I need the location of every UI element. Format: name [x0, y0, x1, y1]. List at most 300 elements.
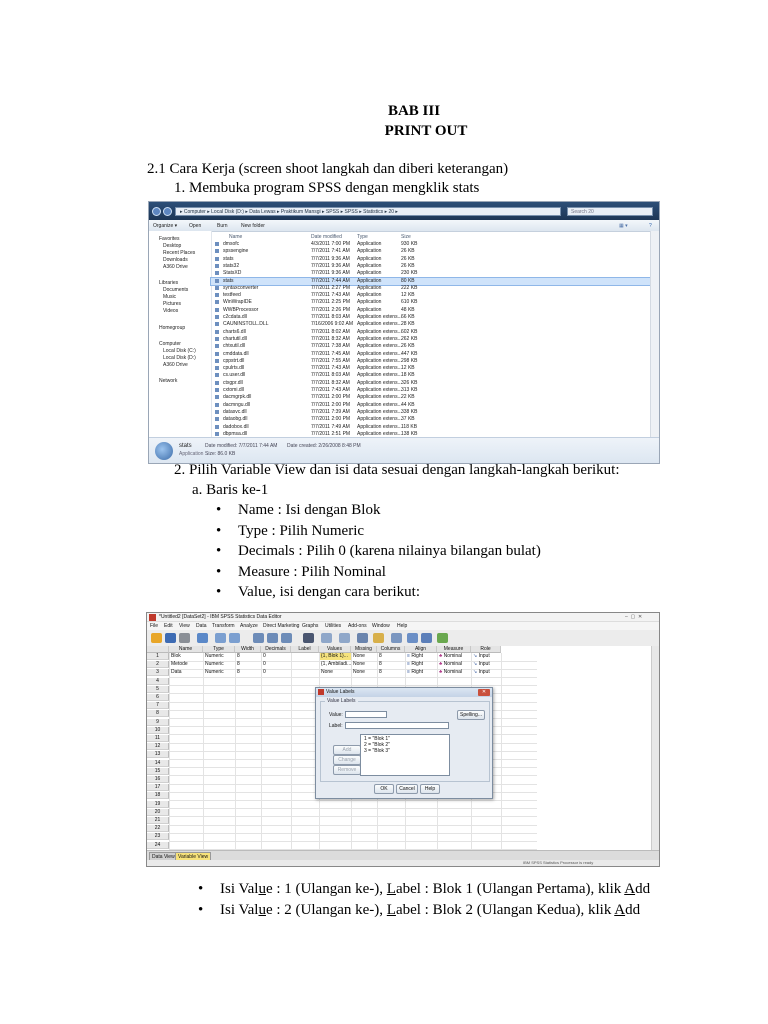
file-icon [215, 403, 219, 407]
label-input[interactable] [345, 722, 449, 729]
file-type: Application extens... [357, 408, 402, 415]
row-number[interactable]: 21 [147, 817, 169, 824]
file-name: testfeed [223, 292, 241, 299]
select-cases-icon[interactable] [391, 633, 402, 643]
scrollbar[interactable] [650, 231, 660, 437]
views-icon[interactable]: ▦ ▾ [619, 223, 628, 229]
bullet-value-2 [220, 902, 640, 919]
file-date: 7/7/2011 9:36 AM [311, 255, 350, 262]
file-name: chtxutil.dll [223, 343, 245, 350]
menu-file[interactable]: File [150, 623, 159, 629]
row-number[interactable]: 23 [147, 833, 169, 840]
file-date: 7/7/2011 7:43 AM [311, 387, 350, 393]
file-icon [215, 337, 219, 341]
file-row[interactable] [211, 248, 651, 255]
menu-graphs[interactable]: Graphs [302, 623, 319, 629]
file-date: 7/7/2011 7:49 AM [311, 423, 350, 430]
spss-screenshot [146, 612, 660, 867]
file-type: Application extens... [357, 416, 402, 423]
file-type: Application extens... [357, 372, 402, 379]
grid-scrollbar[interactable] [651, 646, 660, 850]
file-size: 326 KB [401, 379, 418, 386]
align-right-icon: ≡ [407, 669, 412, 676]
spss-toolbar [147, 630, 659, 647]
nav-computer[interactable]: Computer [159, 341, 181, 347]
file-date: 7/7/2011 9:36 AM [311, 262, 350, 269]
new-folder-button[interactable]: New folder [241, 223, 265, 229]
text-part: abel : Blok 1 (Ulangan Pertama), klik [395, 881, 625, 897]
cell-value: Input [478, 661, 490, 668]
section-heading: 2.1 Cara Kerja (screen shoot langkah dan diberi keterangan) [147, 161, 509, 177]
insert-cases-icon[interactable] [321, 633, 332, 643]
grid-cell[interactable] [169, 653, 203, 660]
menu-add-ons[interactable]: Add-ons [348, 623, 367, 629]
cell-value: 8 [237, 653, 240, 659]
grid-cell[interactable] [169, 661, 203, 668]
menu-data[interactable]: Data [196, 623, 207, 629]
nav-homegroup[interactable]: Homegroup [159, 325, 186, 331]
help-icon[interactable]: ? [649, 223, 652, 229]
cell-value: Numeric [205, 661, 224, 668]
file-row[interactable] [211, 336, 651, 343]
row-number[interactable]: 18 [147, 792, 169, 799]
burn-button[interactable]: Burn [217, 223, 228, 229]
grid-cell[interactable] [261, 661, 291, 668]
file-size: 80 KB [401, 277, 415, 284]
grid-line [169, 800, 537, 801]
nav-pictures[interactable]: Pictures [163, 301, 182, 307]
grid-cell[interactable] [377, 669, 405, 676]
grid-cell[interactable] [169, 669, 203, 676]
file-icon [215, 381, 219, 385]
file-name: stats [223, 255, 234, 262]
file-name: datasvc.dll [223, 408, 247, 415]
file-name: ctxgpr.dll [223, 379, 243, 386]
align-right-icon: ≡ [407, 661, 412, 668]
file-icon [215, 373, 219, 377]
menu-utilities[interactable]: Utilities [325, 623, 342, 629]
file-row[interactable] [211, 241, 651, 248]
file-icon [215, 249, 219, 253]
input-role-icon: ↘ [473, 653, 479, 659]
spss-app-icon [149, 614, 156, 621]
underlined-a: A [624, 881, 636, 897]
cell-value: {1, Blok 1}... [321, 653, 348, 659]
cell-value: Nominal [443, 669, 463, 676]
file-type: Application extens... [357, 430, 402, 437]
file-row[interactable] [211, 263, 651, 270]
grid-cell[interactable] [351, 653, 377, 660]
grid-line [169, 685, 537, 686]
menu-analyze[interactable]: Analyze [240, 623, 258, 629]
cancel-button[interactable]: Cancel [396, 784, 418, 794]
file-name: chartutil.dll [223, 335, 247, 342]
tab-variable-view[interactable]: Variable View [175, 852, 211, 862]
add-button[interactable]: Add [333, 745, 361, 755]
underlined-l: L [386, 902, 396, 918]
text-part: e : 1 (Ulangan ke-), [265, 881, 387, 897]
variables-icon[interactable] [281, 633, 292, 643]
underlined-a: A [614, 902, 626, 918]
file-icon [215, 417, 219, 421]
file-name: cpulrts.dll [223, 365, 245, 372]
file-date: 7/7/2011 7:55 AM [311, 357, 350, 364]
column-header-type[interactable]: Type [357, 234, 368, 240]
file-row[interactable] [211, 351, 651, 358]
row-number[interactable]: 24 [147, 842, 169, 849]
chapter-subtitle: PRINT OUT [384, 123, 468, 139]
column-header-date[interactable]: Date modified [311, 234, 342, 240]
file-date: 7/7/2011 7:43 AM [311, 365, 350, 372]
ok-button[interactable]: OK [374, 784, 394, 794]
file-icon [215, 271, 219, 275]
nav-a360-drive-2[interactable]: A360 Drive [163, 362, 188, 368]
spelling-button[interactable]: Spelling... [457, 710, 485, 720]
grid-cell[interactable] [235, 669, 261, 676]
file-size: 26 KB [401, 248, 415, 255]
file-row[interactable] [211, 380, 651, 387]
print-icon[interactable] [179, 633, 190, 643]
grid-cell[interactable] [405, 661, 437, 668]
close-icon[interactable]: ✕ [478, 689, 490, 696]
file-date: 7/7/2011 7:39 AM [311, 408, 350, 415]
details-created: Date created: 2/26/2008 8:48 PM [287, 443, 361, 449]
grid-cell[interactable] [261, 669, 291, 676]
file-size: 37 KB [401, 416, 415, 423]
open-icon[interactable] [151, 633, 162, 643]
open-button[interactable]: Open [189, 223, 202, 229]
file-name: stats32 [223, 262, 240, 269]
grid-cell[interactable] [235, 661, 261, 668]
file-row[interactable] [211, 402, 651, 409]
file-icon [215, 366, 219, 370]
bullet-name: • Name : Isi dengan Blok [238, 502, 380, 519]
row-number[interactable]: 7 [147, 702, 169, 709]
grid-line [291, 653, 292, 850]
file-row[interactable] [211, 270, 651, 277]
column-header-name[interactable]: Name [169, 646, 203, 653]
row-number[interactable]: 4 [147, 678, 169, 685]
column-header-missing[interactable]: Missing [351, 646, 377, 653]
grid-cell[interactable] [319, 669, 351, 676]
undo-icon[interactable] [215, 633, 226, 643]
details-name: stats [179, 443, 192, 449]
row-number[interactable]: 16 [147, 776, 169, 783]
file-icon [215, 242, 219, 246]
use-sets-icon[interactable] [421, 633, 432, 643]
file-row[interactable] [211, 307, 651, 314]
file-date: 4/3/2011 7:00 PM [311, 241, 351, 247]
weight-cases-icon[interactable] [373, 633, 384, 643]
value-labels-icon[interactable] [407, 633, 418, 643]
tab-data-view[interactable]: Data View [149, 852, 178, 862]
file-row[interactable] [211, 394, 651, 401]
menu-direct-marketing[interactable]: Direct Marketing [263, 623, 300, 629]
split-file-icon[interactable] [357, 633, 368, 643]
value-labels-dialog [315, 687, 493, 799]
column-header-type[interactable]: Type [203, 646, 235, 653]
grid-line [169, 841, 537, 842]
explorer-toolbar [149, 220, 659, 232]
grid-cell[interactable] [235, 653, 261, 660]
file-row[interactable] [211, 409, 651, 416]
nav-videos[interactable]: Videos [163, 308, 179, 314]
column-header-decimals[interactable]: Decimals [261, 646, 291, 653]
file-date: 7/7/2011 2:00 PM [311, 416, 351, 423]
row-number[interactable]: 13 [147, 751, 169, 758]
row-number[interactable]: 5 [147, 686, 169, 693]
row-number[interactable]: 6 [147, 694, 169, 701]
cell-value: 8 [379, 669, 382, 676]
navigation-pane [149, 231, 212, 437]
goto-case-icon[interactable] [253, 633, 264, 643]
grid-cell[interactable] [203, 661, 235, 668]
grid-cell[interactable] [437, 669, 471, 676]
file-date: 7/7/2011 8:03 AM [311, 314, 350, 320]
file-row[interactable] [211, 314, 651, 321]
cell-value: Data [171, 669, 182, 676]
grid-cell[interactable] [291, 653, 319, 660]
file-size: 26 KB [401, 255, 415, 262]
file-size: 26 KB [401, 262, 415, 269]
value-input[interactable] [345, 711, 387, 718]
file-type: Application [357, 277, 382, 284]
grid-cell[interactable] [291, 669, 319, 676]
forward-icon[interactable] [163, 207, 172, 216]
spss-title-bar: *Untitled2 [DataSet2] - IBM SPSS Statistics Data Editor [147, 613, 659, 622]
grid-cell[interactable] [291, 661, 319, 668]
file-size: 18 KB [401, 372, 415, 379]
underlined-l: L [386, 881, 396, 897]
column-header-measure[interactable]: Measure [437, 646, 471, 653]
save-icon[interactable] [165, 633, 176, 643]
column-header-label[interactable]: Label [291, 646, 319, 653]
input-role-icon: ↘ [473, 669, 479, 676]
grid-cell[interactable] [351, 661, 377, 668]
row-number[interactable]: 14 [147, 760, 169, 767]
grid-cell[interactable] [405, 653, 437, 660]
grid-cell[interactable] [437, 661, 471, 668]
row-number[interactable]: 9 [147, 719, 169, 726]
file-size: 66 KB [401, 314, 415, 320]
nav-a360-drive[interactable]: A360 Drive [163, 264, 188, 270]
column-header-align[interactable]: Align [405, 646, 437, 653]
search-input[interactable]: Search 20 [567, 207, 653, 216]
nav-local-disk-d[interactable]: Local Disk (D:) [163, 355, 196, 361]
back-icon[interactable] [152, 207, 161, 216]
window-controls[interactable]: – ▢ ✕ [625, 614, 643, 620]
row-number[interactable]: 3 [147, 669, 169, 676]
address-input[interactable]: ▸ Computer ▸ Local Disk (D:) ▸ Data Lewas ▸ Praktikum Mansgi ▸ SPSS ▸ SPSS ▸ Statistics ▸ 20 ▸ [175, 207, 561, 216]
file-type: Application [357, 262, 382, 269]
file-row[interactable] [211, 387, 651, 394]
cell-value: 8 [237, 669, 240, 676]
text-part: Isi Val [220, 902, 259, 918]
file-row[interactable] [211, 358, 651, 365]
file-name: dbpmsa.dll [223, 430, 248, 437]
cell-value: Input [478, 669, 490, 676]
file-size: 230 KB [401, 270, 418, 277]
nav-music[interactable]: Music [163, 294, 177, 300]
cell-value: {1, Ambiladi... [321, 661, 352, 668]
column-header-size[interactable]: Size [401, 234, 411, 240]
goto-variable-icon[interactable] [267, 633, 278, 643]
bullet-type: • Type : Pilih Numeric [238, 523, 364, 540]
organize-button[interactable]: Organize ▾ [153, 223, 178, 229]
cell-value: 8 [237, 661, 240, 668]
menu-edit[interactable]: Edit [164, 623, 173, 629]
grid-cell[interactable] [471, 669, 501, 676]
file-row[interactable] [211, 292, 651, 299]
row-number[interactable]: 8 [147, 710, 169, 717]
dialog-recall-icon[interactable] [197, 633, 208, 643]
remove-button[interactable]: Remove [333, 765, 361, 775]
nav-libraries[interactable]: Libraries [159, 280, 179, 286]
grid-cell[interactable] [405, 669, 437, 676]
file-type: Application [357, 270, 382, 277]
grid-cell[interactable] [319, 653, 351, 660]
menu-view[interactable]: View [179, 623, 190, 629]
list-item[interactable]: 2 = "Blok 2" [364, 742, 390, 748]
file-icon [215, 330, 219, 334]
row-number[interactable]: 15 [147, 768, 169, 775]
file-row[interactable] [211, 329, 651, 336]
spelling-icon[interactable] [437, 633, 448, 643]
file-type: Application extens... [357, 335, 402, 342]
file-name: charts6.dll [223, 328, 246, 335]
row-number[interactable]: 11 [147, 735, 169, 742]
file-type: Application [357, 292, 382, 299]
file-row[interactable] [211, 321, 651, 328]
nav-network[interactable]: Network [159, 378, 178, 384]
column-header-role[interactable]: Role [471, 646, 501, 653]
row-number[interactable]: 1 [147, 653, 169, 660]
value-field-label: Value: [329, 712, 343, 718]
nav-recent-places[interactable]: Recent Places [163, 250, 196, 256]
nominal-icon: ♣ [439, 661, 444, 668]
details-pane [149, 437, 659, 464]
column-header-values[interactable]: Values [319, 646, 351, 653]
cell-value: Numeric [205, 653, 224, 659]
file-name: syntaxconverter [223, 284, 259, 291]
file-row[interactable] [211, 365, 651, 372]
cell-value: Right [411, 669, 423, 676]
file-date: 7/7/2011 8:03 AM [311, 372, 350, 379]
grid-cell[interactable] [319, 661, 351, 668]
cell-value: Input [478, 653, 490, 659]
row-number[interactable]: 20 [147, 809, 169, 816]
menu-transform[interactable]: Transform [212, 623, 235, 629]
row-number[interactable]: 10 [147, 727, 169, 734]
file-type: Application extens... [357, 357, 402, 364]
value-labels-list[interactable] [360, 734, 450, 776]
file-row[interactable] [211, 256, 651, 263]
file-icon [215, 315, 219, 319]
file-row[interactable] [211, 416, 651, 423]
row-number[interactable]: 19 [147, 801, 169, 808]
row-number[interactable]: 12 [147, 743, 169, 750]
nav-local-disk-c[interactable]: Local Disk (C:) [163, 348, 196, 354]
change-button[interactable]: Change [333, 755, 361, 765]
file-name: cppstrt.dll [223, 357, 245, 364]
nav-desktop[interactable]: Desktop [163, 243, 182, 249]
file-icon [215, 264, 219, 268]
help-button[interactable]: Help [420, 784, 440, 794]
grid-cell[interactable] [437, 653, 471, 660]
file-row[interactable] [211, 343, 651, 350]
file-date: 7/7/2011 2:00 PM [311, 401, 351, 408]
file-size: 338 KB [401, 408, 418, 415]
nav-downloads[interactable]: Downloads [163, 257, 188, 263]
grid-cell[interactable] [377, 653, 405, 660]
column-header-width[interactable]: Width [235, 646, 261, 653]
file-row[interactable] [211, 278, 651, 285]
file-row[interactable] [211, 372, 651, 379]
file-size: 44 KB [401, 401, 415, 408]
file-date: 7/7/2011 2:27 PM [311, 284, 351, 291]
grid-cell[interactable] [471, 653, 501, 660]
file-type: Application [357, 284, 382, 291]
file-row[interactable] [211, 424, 651, 431]
file-date: 7/16/2006 9:02 AM [311, 321, 353, 328]
menu-help[interactable]: Help [397, 623, 408, 629]
file-type: Application [357, 248, 382, 255]
file-icon [215, 432, 219, 436]
file-date: 7/7/2011 2:00 PM [311, 394, 351, 401]
row-number[interactable]: 2 [147, 661, 169, 668]
file-row[interactable] [211, 299, 651, 306]
file-type: Application [357, 299, 382, 306]
file-icon [215, 257, 219, 261]
row-number[interactable]: 17 [147, 784, 169, 791]
insert-variable-icon[interactable] [339, 633, 350, 643]
nav-documents[interactable]: Documents [163, 287, 189, 293]
file-icon [215, 395, 219, 399]
file-size: 22 KB [401, 394, 415, 401]
grid-cell[interactable] [471, 661, 501, 668]
row-number[interactable]: 22 [147, 825, 169, 832]
file-date: 7/7/2011 8:32 AM [311, 379, 350, 386]
grid-cell[interactable] [351, 669, 377, 676]
input-role-icon: ↘ [473, 661, 479, 668]
grid-cell[interactable] [203, 653, 235, 660]
grid-line [169, 653, 170, 850]
grid-line [169, 825, 537, 826]
list-item[interactable]: 1 = "Blok 1" [364, 736, 390, 742]
nav-favorites[interactable]: Favorites [159, 236, 180, 242]
cell-value: 0 [263, 661, 266, 668]
grid-cell[interactable] [261, 653, 291, 660]
cell-value: None [353, 661, 365, 668]
grid-cell[interactable] [203, 669, 235, 676]
column-header-name[interactable]: Name [229, 234, 243, 240]
file-date: 7/7/2011 9:36 AM [311, 270, 350, 277]
list-item[interactable]: 3 = "Blok 3" [364, 748, 390, 754]
file-size: 602 KB [401, 328, 418, 335]
file-icon [215, 293, 219, 297]
redo-icon[interactable] [229, 633, 240, 643]
column-header-columns[interactable]: Columns [377, 646, 405, 653]
text-part: Isi Val [220, 881, 259, 897]
find-icon[interactable] [303, 633, 314, 643]
menu-window[interactable]: Window [372, 623, 390, 629]
file-name: stats [223, 277, 234, 284]
cell-value: Numeric [205, 669, 224, 676]
file-row[interactable] [211, 285, 651, 292]
file-date: 7/7/2011 7:38 AM [311, 343, 350, 350]
grid-cell[interactable] [377, 661, 405, 668]
underlined-u: u [258, 902, 266, 918]
